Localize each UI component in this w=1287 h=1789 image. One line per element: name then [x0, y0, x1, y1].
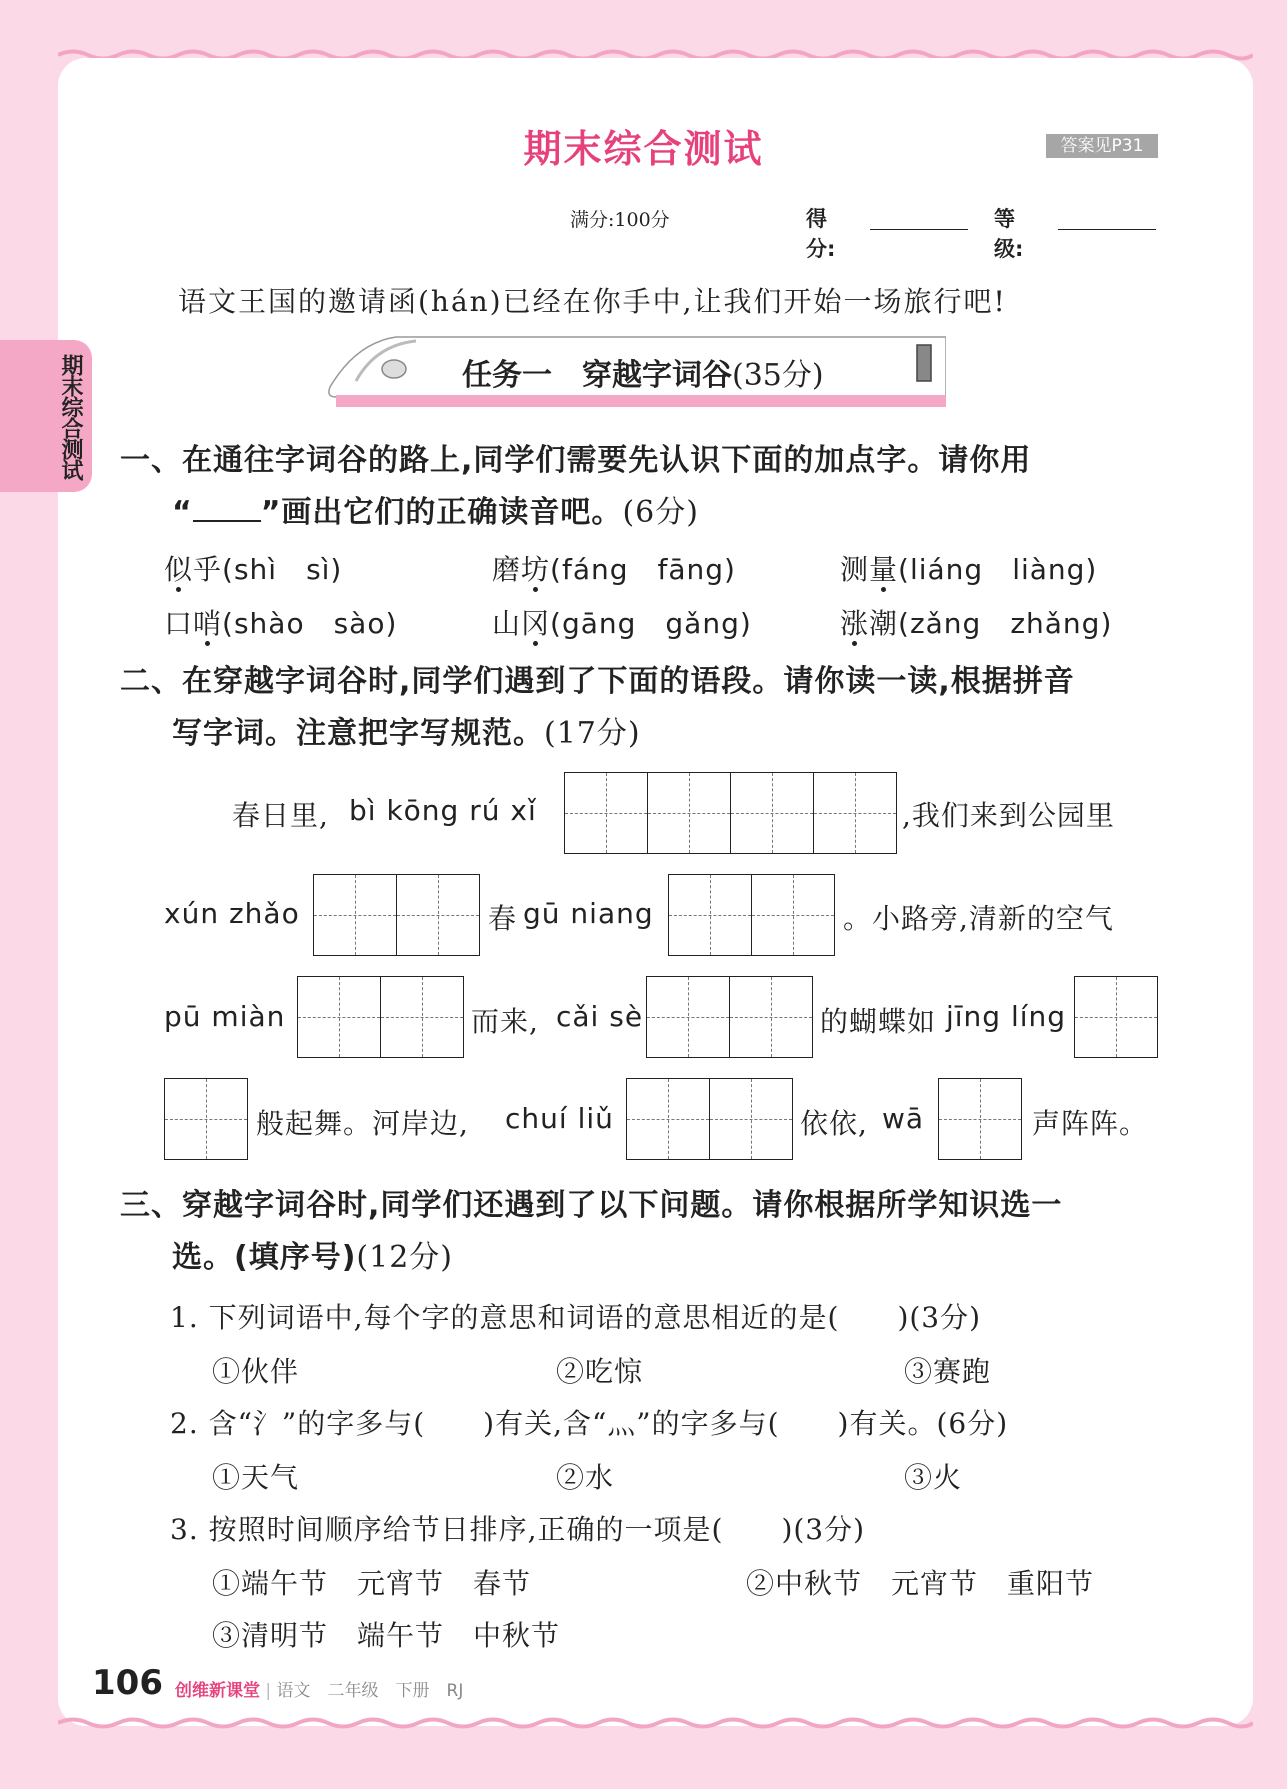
q2-text: 声阵阵。 [1032, 1107, 1149, 1140]
footer-brand: 创维新课堂 [175, 1681, 260, 1701]
footer-book-info: 语文 二年级 下册 RJ [276, 1681, 464, 1701]
q1-word-char: 测 [840, 553, 870, 586]
q3-title [120, 1180, 1062, 1284]
char-grid[interactable] [1074, 976, 1158, 1058]
q3-title-line1: 三、穿越字词谷时,同学们还遇到了以下问题。请你根据所学知识选一 [120, 1188, 1063, 1223]
q1-item [840, 602, 1112, 642]
char-box[interactable] [813, 773, 896, 853]
q1-item [840, 548, 1097, 588]
footer-info: 创维新课堂 | 语文 二年级 下册 RJ [175, 1681, 464, 1701]
q1-word-char: 潮 [869, 607, 899, 640]
q1-item [492, 602, 752, 642]
side-tab [0, 340, 92, 492]
q1-pinyin-choices[interactable]: (zǎng zhǎng) [898, 607, 1113, 640]
char-box[interactable] [709, 1079, 792, 1159]
task1-points: (35分) [732, 358, 824, 393]
grade-blank[interactable] [1058, 229, 1156, 230]
q2-pinyin: pū miàn [164, 1000, 286, 1033]
q3-title-line2: 选。(填序号)(12分) [172, 1240, 454, 1275]
q2-text: 春 [488, 902, 518, 935]
char-box[interactable] [565, 773, 647, 853]
q1-word-char: 量 [869, 553, 899, 586]
q1-word-char: 山 [492, 607, 522, 640]
q1-pinyin-choices[interactable]: (liáng liàng) [898, 553, 1098, 586]
q1-item [492, 548, 736, 588]
q2-text: 依依, [800, 1107, 868, 1140]
q2-text: 般起舞。河岸边, [256, 1107, 469, 1140]
q3-sub3-option: ②中秋节 元宵节 重阳节 [746, 1567, 1095, 1600]
q1-word-char: 口 [164, 607, 194, 640]
char-box[interactable] [647, 773, 730, 853]
char-grid[interactable] [313, 874, 480, 956]
answer-reference-badge: 答案见P31 [1046, 134, 1158, 158]
side-tab-label: 期末综合测试 [58, 354, 83, 480]
q1-item [164, 548, 342, 588]
q1-item [164, 602, 397, 642]
char-box[interactable] [380, 977, 463, 1057]
q3-sub2-option: ①天气 [212, 1461, 300, 1494]
q3-sub3-option: ①端午节 元宵节 春节 [212, 1567, 532, 1600]
char-box[interactable] [730, 773, 813, 853]
full-score: 满分:100分 [570, 209, 670, 231]
q3-sub1-option: ①伙伴 [212, 1355, 300, 1388]
q3-sub2-option: ②水 [556, 1461, 615, 1494]
char-box[interactable] [165, 1079, 247, 1159]
char-grid[interactable] [164, 1078, 248, 1160]
char-grid[interactable] [626, 1078, 793, 1160]
q3-sub3-option: ③清明节 端午节 中秋节 [212, 1619, 561, 1652]
char-box[interactable] [627, 1079, 709, 1159]
q2-pinyin: chuí liǔ [505, 1102, 614, 1135]
page-title: 期末综合测试 [523, 127, 764, 171]
q2-pinyin: bì kōng rú xǐ [349, 794, 537, 827]
grade-label: 等级: [994, 207, 1024, 261]
score-blank[interactable] [870, 229, 968, 230]
char-box[interactable] [396, 875, 479, 955]
q2-title [120, 656, 1075, 760]
q1-pinyin-choices[interactable]: (shì sì) [222, 553, 343, 586]
q1-word-char: 乎 [193, 553, 223, 586]
q2-text: 的蝴蝶如 [820, 1005, 937, 1038]
q1-word-char: 冈 [521, 607, 551, 640]
q2-text: 。小路旁,清新的空气 [843, 902, 1114, 935]
q2-pinyin: wā [882, 1102, 925, 1135]
char-grid[interactable] [564, 772, 897, 854]
char-box[interactable] [729, 977, 812, 1057]
q1-pinyin-choices[interactable]: (fáng fāng) [550, 553, 736, 586]
q3-sub3: 3. 按照时间顺序给节日排序,正确的一项是( )(3分) [170, 1513, 866, 1546]
q3-sub1: 1. 下列词语中,每个字的意思和词语的意思相近的是( )(3分) [170, 1301, 982, 1334]
q2-title-line2: 写字词。注意把字写规范。(17分) [172, 716, 641, 751]
page-number: 106 [92, 1663, 163, 1703]
q1-word-char: 涨 [840, 607, 870, 640]
q1-word-char: 磨 [492, 553, 522, 586]
intro-text: 语文王国的邀请函(hán)已经在你手中,让我们开始一场旅行吧! [178, 285, 1007, 318]
char-box[interactable] [298, 977, 380, 1057]
underline-sample [193, 492, 261, 522]
char-grid[interactable] [297, 976, 464, 1058]
char-box[interactable] [314, 875, 396, 955]
q2-pinyin: jīng líng [946, 1000, 1067, 1033]
char-grid[interactable] [646, 976, 813, 1058]
q2-pinyin: gū niang [523, 897, 654, 930]
score-label: 得分: [806, 207, 836, 261]
task1-heading [462, 350, 824, 394]
q1-word-char: 坊 [521, 553, 551, 586]
q1-word-char: 似 [164, 553, 194, 586]
q2-title-line1: 二、在穿越字词谷时,同学们遇到了下面的语段。请你读一读,根据拼音 [120, 664, 1075, 699]
q2-text: 春日里, [232, 799, 329, 832]
task1-name: 任务一 穿越字词谷 [462, 358, 732, 393]
q1-title [120, 435, 1031, 539]
q3-sub1-option: ③赛跑 [904, 1355, 992, 1388]
q2-pinyin: cǎi sè [556, 1000, 644, 1033]
char-grid[interactable] [938, 1078, 1022, 1160]
q2-text: ,我们来到公园里 [902, 799, 1115, 832]
q1-pinyin-choices[interactable]: (shào sào) [222, 607, 398, 640]
char-box[interactable] [669, 875, 751, 955]
char-box[interactable] [1075, 977, 1157, 1057]
q2-pinyin: xún zhǎo [164, 897, 300, 930]
char-box[interactable] [939, 1079, 1021, 1159]
char-box[interactable] [647, 977, 729, 1057]
page-border-wave-bottom [58, 1716, 1253, 1730]
q1-title-line1: 一、在通往字词谷的路上,同学们需要先认识下面的加点字。请你用 [120, 443, 1032, 478]
q3-sub2-option: ③火 [904, 1461, 963, 1494]
char-box[interactable] [751, 875, 834, 955]
q1-word-char: 哨 [193, 607, 223, 640]
q3-sub1-option: ②吃惊 [556, 1355, 644, 1388]
q1-pinyin-choices[interactable]: (gāng gǎng) [550, 607, 752, 640]
char-grid[interactable] [668, 874, 835, 956]
q3-sub2: 2. 含“氵”的字多与( )有关,含“灬”的字多与( )有关。(6分) [170, 1407, 1009, 1440]
q1-title-line2: “ ”画出它们的正确读音吧。(6分) [120, 487, 1031, 539]
q2-text: 而来, [471, 1005, 539, 1038]
